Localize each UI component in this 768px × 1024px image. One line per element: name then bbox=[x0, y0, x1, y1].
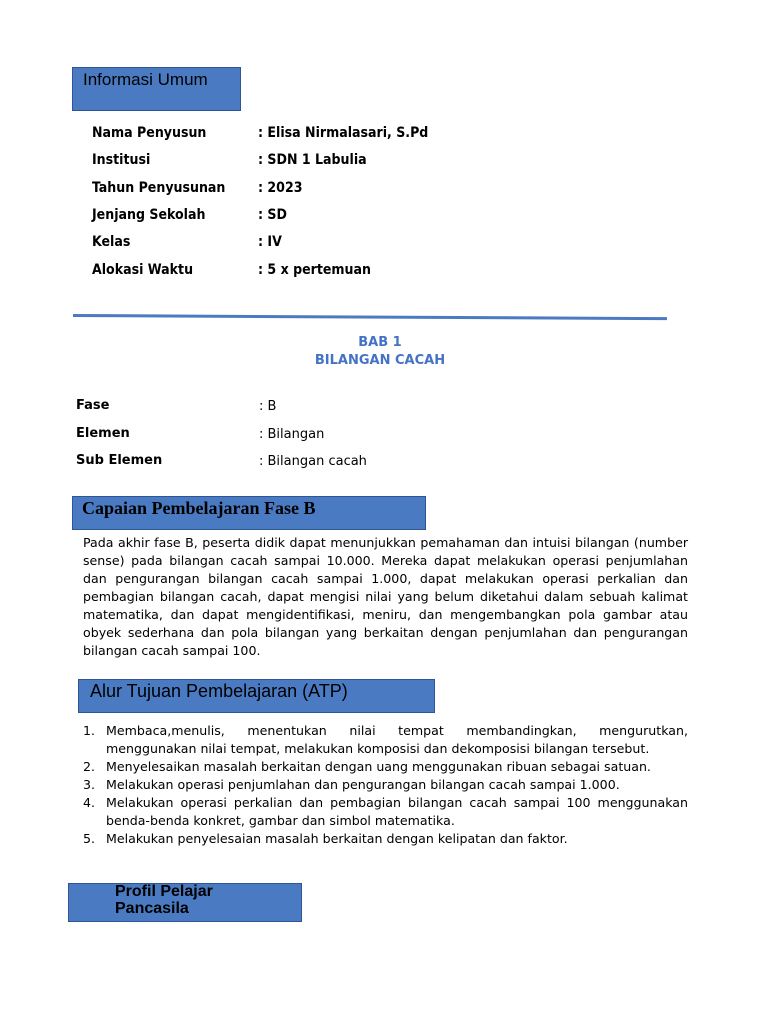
capaian-pembelajaran-header bbox=[72, 496, 426, 530]
info-label: Kelas bbox=[92, 234, 131, 250]
info-value: : 5 x pertemuan bbox=[258, 262, 371, 278]
bab-number: BAB 1 bbox=[358, 335, 402, 350]
atp-title: Alur Tujuan Pembelajaran (ATP) bbox=[90, 681, 348, 701]
fase-value: : B bbox=[259, 399, 277, 414]
info-value: : SDN 1 Labulia bbox=[258, 152, 367, 168]
list-text: Menyelesaikan masalah berkaitan dengan uang menggunakan ribuan sebagai satuan. bbox=[106, 759, 651, 774]
info-label: Tahun Penyusunan bbox=[92, 180, 226, 196]
list-item bbox=[83, 830, 688, 848]
info-label: Nama Penyusun bbox=[92, 125, 207, 141]
info-label: Alokasi Waktu bbox=[92, 262, 194, 278]
informasi-umum-title: Informasi Umum bbox=[83, 70, 208, 89]
bab-title: BILANGAN CACAH bbox=[314, 353, 446, 368]
list-item bbox=[83, 722, 688, 758]
info-value: : 2023 bbox=[258, 180, 303, 196]
info-label: Institusi bbox=[92, 152, 151, 168]
list-text: Melakukan operasi penjumlahan dan pengurangan bilangan cacah sampai 1.000. bbox=[106, 777, 620, 792]
atp-list bbox=[83, 722, 688, 848]
profil-pelajar-header bbox=[68, 883, 302, 922]
capaian-pembelajaran-title: Capaian Pembelajaran Fase B bbox=[82, 498, 316, 518]
atp-header bbox=[78, 679, 435, 713]
elemen-value: : Bilangan bbox=[259, 427, 325, 442]
section-divider bbox=[73, 314, 667, 320]
info-value: : IV bbox=[258, 234, 282, 250]
sub-elemen-value: : Bilangan cacah bbox=[259, 454, 367, 469]
elemen-label: Elemen bbox=[76, 426, 130, 441]
list-item bbox=[83, 776, 688, 794]
list-number: 1. bbox=[83, 723, 96, 738]
list-number: 5. bbox=[83, 831, 96, 846]
info-value: : Elisa Nirmalasari, S.Pd bbox=[258, 125, 429, 141]
list-number: 2. bbox=[83, 759, 96, 774]
informasi-umum-header bbox=[72, 67, 241, 111]
list-item bbox=[83, 794, 688, 830]
profil-pelajar-title: Profil Pelajar Pancasila bbox=[115, 883, 213, 917]
info-value: : SD bbox=[258, 207, 287, 223]
fase-label: Fase bbox=[76, 398, 110, 413]
sub-elemen-label: Sub Elemen bbox=[76, 453, 163, 468]
capaian-pembelajaran-paragraph: Pada akhir fase B, peserta didik dapat menunjukkan pemahaman dan intuisi bilangan (number sense) pada bilangan cacah sampai 10.000. Mereka dapat melakukan operasi penjumlahan dan pengurangan bilangan cacah sampai 1.000, dapat melakukan operasi perkalian dan pembagian bilangan cacah, dapat mengisi nilai yang belum diketahui dalam sebuah kalimat matematika, dan dapat mengidentifikasi, meniru, dan mengembangkan pola gambar atau obyek sederhana dan pola bilangan yang berkaitan dengan penjumlahan dan pengurangan bilangan cacah sampai 100. bbox=[83, 535, 688, 658]
list-item bbox=[83, 758, 688, 776]
list-text: Melakukan operasi perkalian dan pembagian bilangan cacah sampai 100 menggunakan benda-benda konkret, gambar dan simbol matematika. bbox=[106, 795, 688, 828]
list-text: Membaca,menulis, menentukan nilai tempat membandingkan, mengurutkan, menggunakan nilai tempat, melakukan komposisi dan dekomposisi bilangan tersebut. bbox=[106, 723, 688, 756]
list-number: 4. bbox=[83, 795, 96, 810]
list-number: 3. bbox=[83, 777, 96, 792]
list-text: Melakukan penyelesaian masalah berkaitan dengan kelipatan dan faktor. bbox=[106, 831, 568, 846]
info-label: Jenjang Sekolah bbox=[92, 207, 206, 223]
